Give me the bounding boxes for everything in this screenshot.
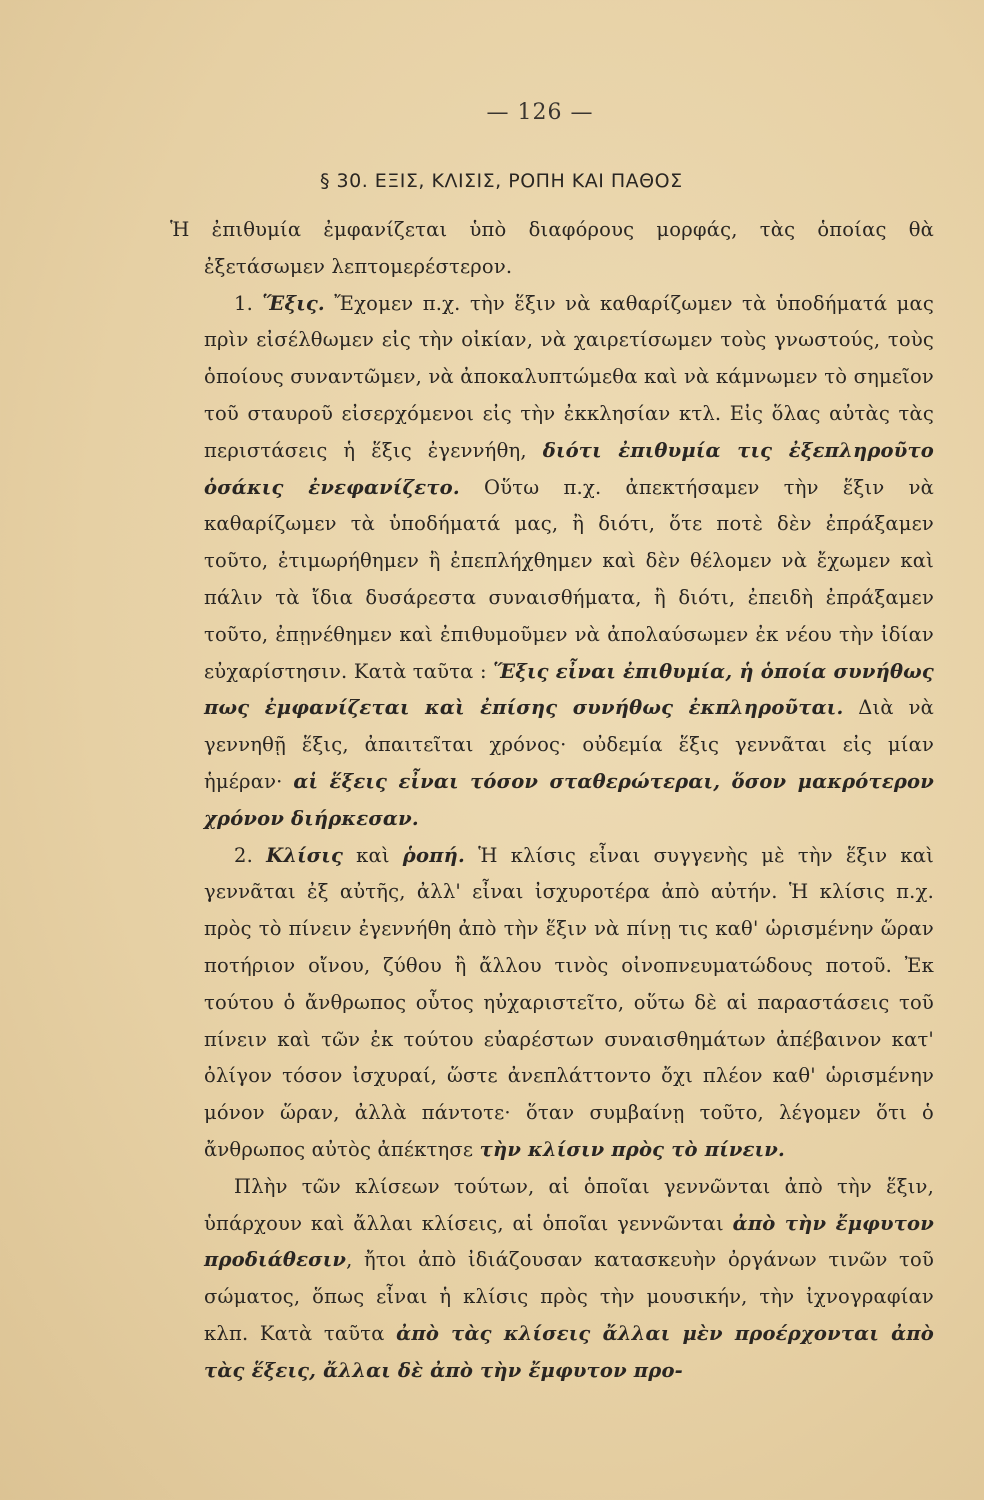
paragraph xyxy=(204,838,934,1169)
text-run: , ἤτοι ἀπὸ ἰδιάζουσαν κατασκευὴν ὀργάνων τινῶν τοῦ σώματος, ὅπως εἶναι ἡ κλίσις πρὸς τὴν μουσικήν, τὴν ἰχνογραφίαν κλπ. Κατὰ ταῦτα xyxy=(204,1248,934,1345)
emphasis-run: Κλίσις xyxy=(266,843,344,867)
text-run: Πλὴν τῶν κλίσεων τούτων, αἱ ὁποῖαι γεννῶνται ἀπὸ τὴν ἕξιν, ὑπάρχουν καὶ ἄλλαι κλίσεις, αἱ ὁποῖαι γεννῶνται xyxy=(204,1174,934,1235)
paragraph xyxy=(204,286,934,838)
text-run: Οὕτω π.χ. ἀπεκτήσαμεν τὴν ἕξιν νὰ καθαρίζωμεν τὰ ὑποδήματά μας, ἢ διότι, ὅτε ποτὲ δὲν ἐπράξαμεν τοῦτο, ἐτιμωρήθημεν ἢ ἐπεπλήχθημεν καὶ δὲν θέλομεν νὰ ἔχωμεν καὶ πάλιν τὰ ἴδια δυσάρεστα συναισθήματα, ἢ διότι, ἐπειδὴ ἐπράξαμεν τοῦτο, ἐπῃνέθημεν καὶ ἐπιθυμοῦμεν νὰ ἀπολαύσωμεν ἐκ νέου τὴν ἰδίαν εὐχαρίστησιν. Κατὰ ταῦτα : xyxy=(204,475,934,683)
text-run: 2. xyxy=(234,843,267,867)
emphasis-run: Ἕξις εἶναι ἐπιθυμία, ἡ ὁποία συνήθως πως ἐμφανίζεται καὶ ἐπίσης συνήθως ἐκπληροῦται. xyxy=(204,659,934,720)
section-heading: § 30. ΕΞΙΣ, ΚΛΙΣΙΣ, ΡΟΠΗ ΚΑΙ ΠΑΘΟΣ xyxy=(320,170,683,192)
text-run: Ἡ κλίσις εἶναι συγγενὴς μὲ τὴν ἕξιν καὶ γεννᾶται ἐξ αὐτῆς, ἀλλ' εἶναι ἰσχυροτέρα ἀπὸ αὐτήν. Ἡ κλίσις π.χ. πρὸς τὸ πίνειν ἐγεννήθη ἀπὸ τὴν ἕξιν νὰ πίνῃ τις καθ' ὡρισμένην ὥραν ποτήριον οἴνου, ζύθου ἢ ἄλλου τινὸς οἰνοπνευματώδους ποτοῦ. Ἐκ τούτου ὁ ἄνθρωπος οὗτος ηὐχαριστεῖτο, οὕτω δὲ αἱ παραστάσεις τοῦ πίνειν καὶ τῶν ἐκ τούτου εὐαρέστων συναισθημάτων ἀπέβαινον κατ' ὀλίγον τόσον ἰσχυραί, ὥστε ἀνεπλάττοντο ὄχι πλέον καθ' ὡρισμένην μόνον ὥραν, ἀλλὰ πάντοτε· ὅταν συμβαίνῃ τοῦτο, λέγομεν ὅτι ὁ ἄνθρωπος αὐτὸς ἀπέκτησε xyxy=(204,843,934,1161)
text-run: 1. xyxy=(234,291,263,315)
page-number: — 126 — xyxy=(486,100,594,125)
emphasis-run: ῥοπή. xyxy=(402,843,465,867)
emphasis-run: τὴν κλίσιν πρὸς τὸ πίνειν. xyxy=(479,1137,785,1161)
emphasis-run: διότι ἐπιθυμία τις ἐξεπληροῦτο ὁσάκις ἐνεφανίζετο. xyxy=(204,438,934,499)
paragraph xyxy=(170,212,934,286)
emphasis-run: ἀπὸ τὴν ἔμφυτον προδιάθεσιν xyxy=(204,1211,934,1272)
emphasis-run: αἱ ἕξεις εἶναι τόσον σταθερώτεραι, ὅσον μακρότερον χρόνον διήρκεσαν. xyxy=(204,769,934,830)
emphasis-run: Ἕξις. xyxy=(262,291,325,315)
text-run: Ἔχομεν π.χ. τὴν ἕξιν νὰ καθαρίζωμεν τὰ ὑποδήματά μας πρὶν εἰσέλθωμεν εἰς τὴν οἰκίαν, νὰ χαιρετίσωμεν τοὺς γνωστούς, τοὺς ὁποίους συναντῶμεν, νὰ ἀποκαλυπτώμεθα καὶ νὰ κάμνωμεν τὸ σημεῖον τοῦ σταυροῦ εἰσερχόμενοι εἰς τὴν ἐκκλησίαν κτλ. Εἰς ὅλας αὐτὰς τὰς περιστάσεις ἡ ἕξις ἐγεννήθη, xyxy=(204,291,934,462)
text-run: καὶ xyxy=(343,843,403,867)
body-text xyxy=(170,212,934,1390)
paragraph xyxy=(204,1169,934,1390)
text-run: Ἡ ἐπιθυμία ἐμφανίζεται ὑπὸ διαφόρους μορφάς, τὰς ὁποίας θὰ ἐξετάσωμεν λεπτομερέστερον. xyxy=(170,218,934,278)
emphasis-run: ἀπὸ τὰς κλίσεις ἄλλαι μὲν προέρχονται ἀπὸ τὰς ἕξεις, ἄλλαι δὲ ἀπὸ τὴν ἔμφυτον προ- xyxy=(204,1321,934,1382)
text-run: Διὰ νὰ γεννηθῇ ἕξις, ἀπαιτεῖται χρόνος· οὐδεμία ἕξις γεννᾶται εἰς μίαν ἡμέραν· xyxy=(204,696,934,793)
